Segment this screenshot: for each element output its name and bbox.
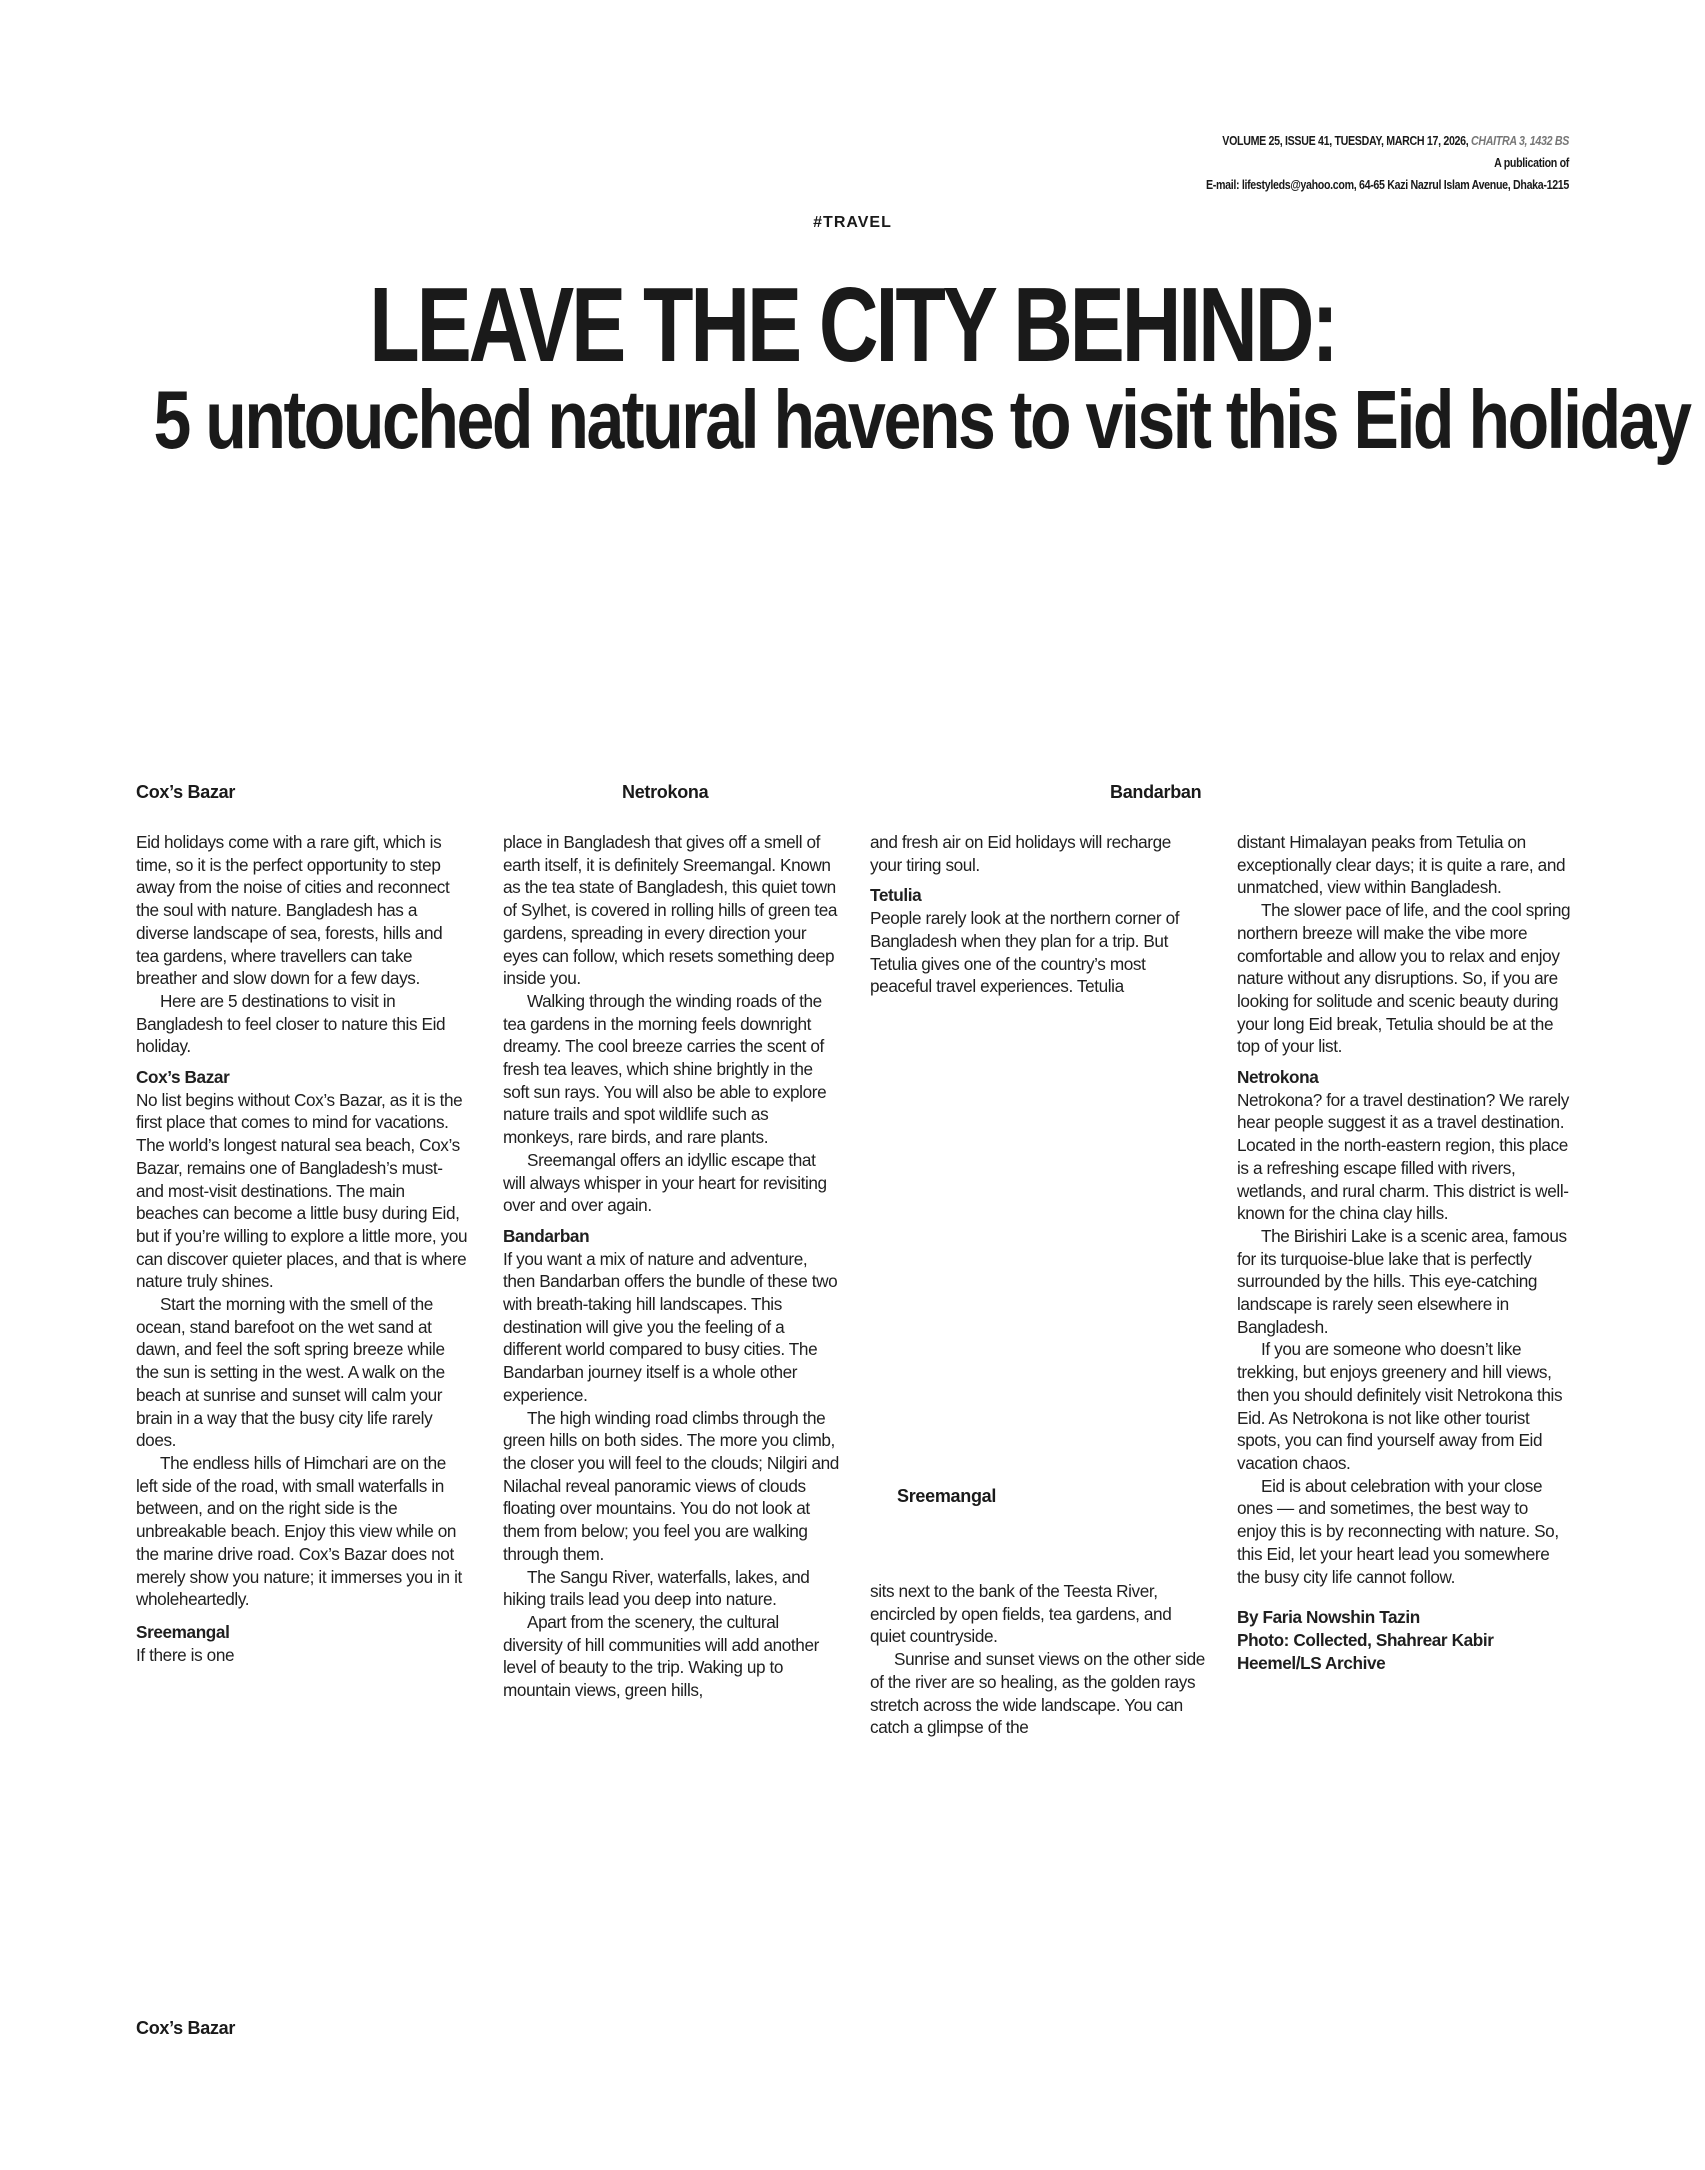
body-paragraph: Start the morning with the smell of the ocean, stand barefoot on the wet sand at dawn, and feel the soft spring breeze while the sun is setting in the west. A walk on the beach at sunrise and sunset will calm your brain in a way that the busy city life rarely does.	[136, 1294, 445, 1451]
article-column-1	[136, 831, 469, 1666]
body-paragraph: The endless hills of Himchari are on the left side of the road, with small waterfalls in between, and on the right side is the unbreakable beach. Enjoy this view while on the marine drive road. Cox’s Bazar does not merely show you nature; it immerses you in it wholeheartedly.	[136, 1452, 462, 1610]
body-paragraph: People rarely look at the northern corner of Bangladesh when they plan for a trip. But Tetulia gives one of the country’s most peaceful travel experiences. Tetulia	[870, 908, 1180, 997]
intro-paragraph-2: Here are 5 destinations to visit in Bangladesh to feel closer to nature this Eid holiday.	[136, 990, 446, 1057]
issue-line	[831, 130, 1569, 152]
body-paragraph: The Birishiri Lake is a scenic area, famous for its turquoise-blue lake that is perfectly surrounded by the hills. This eye-catching landscape is rarely seen elsewhere in Bangladesh.	[1237, 1225, 1567, 1337]
bengali-date: CHAITRA 3, 1432 BS	[1471, 133, 1569, 148]
photo-caption-coxs-bazar: Cox’s Bazar	[136, 782, 236, 802]
body-paragraph: The Sangu River, waterfalls, lakes, and hiking trails lead you deep into nature.	[503, 1566, 810, 1610]
body-paragraph: If there is one	[136, 1644, 235, 1665]
body-paragraph: The high winding road climbs through the green hills on both sides. The more you climb, the closer you will feel to the clouds; Nilgiri and Nilachal reveal panoramic views of clouds floating over mountains. You do not look at them from below; you feel you are walking through them.	[503, 1407, 839, 1564]
body-paragraph: If you are someone who doesn’t like trekking, but enjoys greenery and hill views, then you should definitely visit Netrokona this Eid. As Netrokona is not like other tourist spots, you can find yourself away from Eid vacation chaos.	[1237, 1339, 1563, 1473]
subheading-bandarban: Bandarban	[503, 1225, 590, 1246]
article-column-3-top	[870, 831, 1206, 998]
publication-line: A publication of	[1494, 155, 1569, 170]
subheading-netrokona: Netrokona	[1237, 1067, 1319, 1088]
body-paragraph: Walking through the winding roads of the tea gardens in the morning feels downright dreamy. The cool breeze carries the scent of fresh tea leaves, which shine brightly in the soft sun rays. You will also be able to explore nature trails and spot wildlife such as monkeys, rare birds, and rare plants.	[503, 990, 827, 1148]
body-paragraph: Sunrise and sunset views on the other side of the river are so healing, as the golden rays stretch across the wide landscape. You can catch a glimpse of the	[870, 1649, 1205, 1738]
subhead: 5 untouched natural havens to visit this Eid holiday	[153, 373, 1690, 466]
intro-paragraph: Eid holidays come with a rare gift, which is time, so it is the perfect opportunity to step away from the noise of cities and reconnect the soul with nature. Bangladesh has a diverse landscape of sea, forests, hills and tea gardens, where travellers can take breather and slow down for a few days.	[136, 832, 450, 989]
masthead	[831, 130, 1569, 196]
photo-credit: Photo: Collected, Shahrear Kabir Heemel/LS Archive	[1237, 1629, 1494, 1673]
volume-line: VOLUME 25, ISSUE 41, TUESDAY, MARCH 17, 2026,	[1222, 133, 1469, 148]
photo-caption-coxs-bazar-bottom: Cox’s Bazar	[136, 2018, 236, 2038]
body-paragraph: Apart from the scenery, the cultural diversity of hill communities will add another level of beauty to the trip. Waking up to mountain views, green hills,	[503, 1611, 819, 1701]
photo-caption-sreemangal: Sreemangal	[897, 1486, 997, 1506]
subheading-coxs-bazar: Cox’s Bazar	[136, 1067, 230, 1088]
section-tag: #TRAVEL	[813, 214, 892, 231]
body-paragraph: No list begins without Cox’s Bazar, as it is the first place that comes to mind for vacations. The world’s longest natural sea beach, Cox’s Bazar, remains one of Bangladesh’s must- and most-visit destinations. The main beaches can become a little busy during Eid, but if you’re willing to explore a little more, you can discover quieter places, and that is where nature truly shines.	[136, 1089, 468, 1292]
body-paragraph: place in Bangladesh that gives off a smell of earth itself, it is definitely Sreemangal. Known as the tea state of Bangladesh, this quiet town of Sylhet, is covered in rolling hills of green tea gardens, spreading in every direction your eyes can follow, which resets something deep inside you.	[503, 832, 838, 989]
body-paragraph: The slower pace of life, and the cool spring northern breeze will make the vibe more comfortable and allow you to relax and enjoy nature without any disruptions. So, if you are looking for solitude and scenic beauty during your long Eid break, Tetulia should be at the top of your list.	[1237, 900, 1571, 1057]
body-paragraph: Netrokona? for a travel destination? We rarely hear people suggest it as a travel destination. Located in the north-eastern region, this place is a refreshing escape filled with rivers, wetlands, and rural charm. This district is well-known for the china clay hills.	[1237, 1089, 1569, 1224]
subheading-tetulia: Tetulia	[870, 885, 922, 906]
body-paragraph: Eid is about celebration with your close ones — and sometimes, the best way to enjoy this is by reconnecting with nature. So, this Eid, let your heart lead you somewhere the busy city life cannot follow.	[1237, 1475, 1559, 1587]
photo-caption-bandarban: Bandarban	[1110, 782, 1202, 802]
byline: By Faria Nowshin Tazin	[1237, 1607, 1420, 1628]
body-paragraph: distant Himalayan peaks from Tetulia on exceptionally clear days; it is quite a rare, and unmatched, view within Bangladesh.	[1237, 832, 1566, 898]
photo-caption-netrokona: Netrokona	[622, 782, 709, 802]
article-column-3-bottom	[870, 1580, 1206, 1739]
headline: LEAVE THE CITY BEHIND:	[369, 266, 1336, 384]
article-column-2	[503, 831, 839, 1702]
body-paragraph: Sreemangal offers an idyllic escape that will always whisper in your heart for revisiting over and over again.	[503, 1149, 827, 1216]
contact-line: E-mail: lifestyleds@yahoo.com, 64-65 Kazi Nazrul Islam Avenue, Dhaka-1215	[1205, 177, 1569, 192]
body-paragraph: and fresh air on Eid holidays will recharge your tiring soul.	[870, 832, 1171, 875]
body-paragraph: sits next to the bank of the Teesta River, encircled by open fields, tea gardens, and quiet countryside.	[870, 1581, 1172, 1647]
body-paragraph: If you want a mix of nature and adventure, then Bandarban offers the bundle of these two with breath-taking hill landscapes. This destination will give you the feeling of a different world compared to busy cities. The Bandarban journey itself is a whole other experience.	[503, 1248, 838, 1405]
article-column-4	[1237, 831, 1571, 1674]
subheading-sreemangal: Sreemangal	[136, 1621, 230, 1642]
